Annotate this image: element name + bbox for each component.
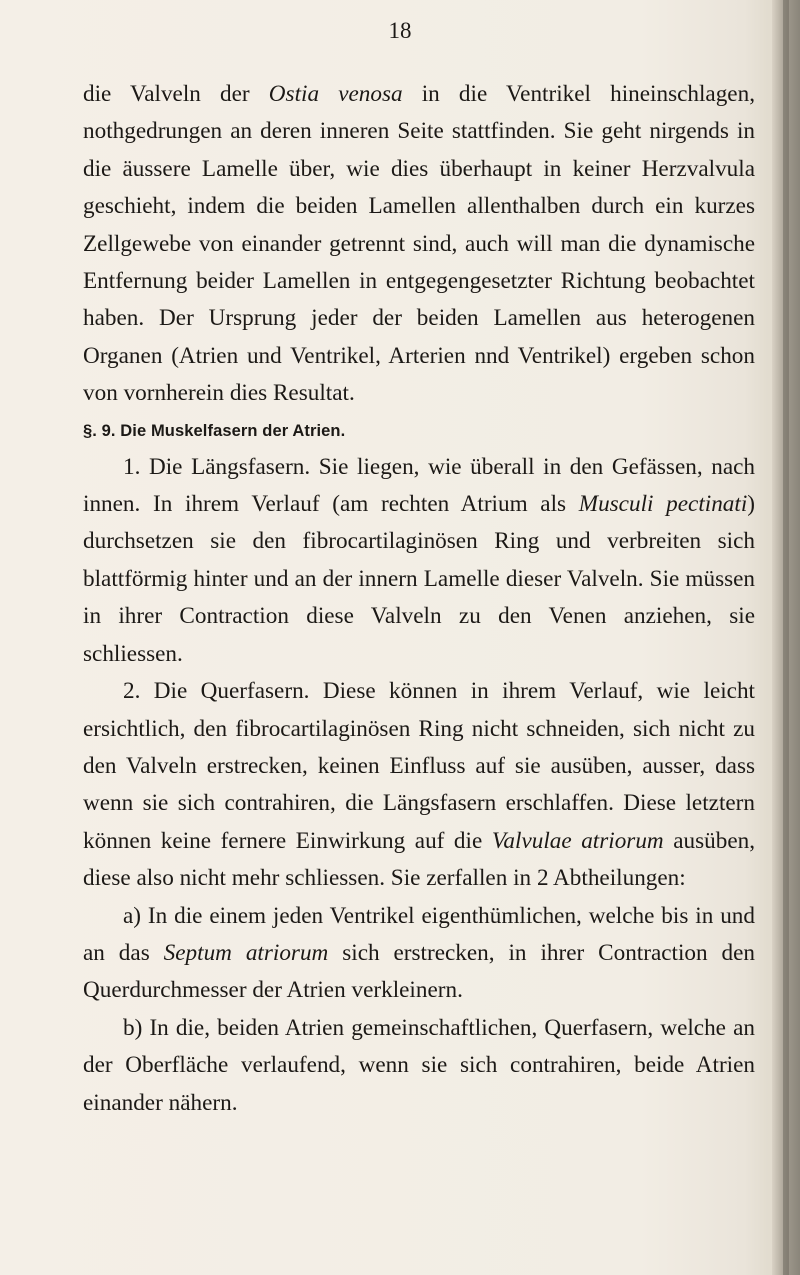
paragraph-subsection-b: b) In die, beiden Atrien gemeinschaftlichen, Querfasern, welche an der Oberfläche verlaufend, wenn sie sich contrahiren, beide Atrien einander nähern. xyxy=(83,1014,755,1116)
latin-term-septum-atriorum: Septum atriorum xyxy=(163,939,329,966)
page-number: 18 xyxy=(388,18,412,43)
paragraph-continuation: die Valveln der Ostia venosa in die Ventrikel hineinschlagen, nothgedrungen an deren inneren Seite stattfinden. Sie geht nirgends in die äussere Lamelle über, wie dies überhaupt in keiner Herzvalvula geschieht, indem die beiden Lamellen allenthalben durch ein kurzes Zellgewebe von einander getrennt sind, auch will man die dynamische Entfernung beider Lamellen in entgegengesetzter Richtung beobachtet haben. Der Ursprung jeder der beiden Lamellen aus heterogenen Organen (Atrien und Ventrikel, Arterien nnd Ventrikel) ergeben schon von vornherein dies Resultat. xyxy=(83,81,755,407)
paragraph-laengsfasern: 1. Die Längsfasern. Sie liegen, wie überall in den Gefässen, nach innen. In ihrem Verlauf (am rechten Atrium als Musculi pectinati) durchsetzen sie den fibrocartilaginösen Ring und verbreiten sich blattförmig hinter und an der innern Lamelle dieser Valveln. Sie müssen in ihrer Contraction diese Valveln zu den Venen anziehen, sie schliessen. xyxy=(83,453,756,667)
page-body xyxy=(83,76,755,1122)
binding-edge xyxy=(783,0,789,1275)
paragraph-querfasern: 2. Die Querfasern. Diese können in ihrem Verlauf, wie leicht ersichtlich, den fibrocartilaginösen Ring nicht schneiden, sich nicht zu den Valveln erstrecken, keinen Einfluss auf sie ausüben, ausser, dass wenn sie sich contrahiren, die Längsfasern erschlaffen. Diese letztern können keine fernere Einwirkung auf die Valvulae atriorum ausüben, diese also nicht mehr schliessen. Sie zerfallen in 2 Abtheilungen: xyxy=(83,678,755,892)
section-heading: §. 9. Die Muskelfasern der Atrien. xyxy=(83,421,346,440)
latin-term-musculi-pectinati: Musculi pectinati xyxy=(578,491,748,518)
paragraph-subsection-a: a) In die einem jeden Ventrikel eigenthümlichen, welche bis in und an das Septum atriorum sich erstrecken, in ihrer Contraction den Querdurchmesser der Atrien verkleinern. xyxy=(83,902,756,1004)
latin-term-valvulae-atriorum: Valvulae atriorum xyxy=(491,827,664,854)
latin-term-ostia-venosa: Ostia venosa xyxy=(268,81,403,107)
